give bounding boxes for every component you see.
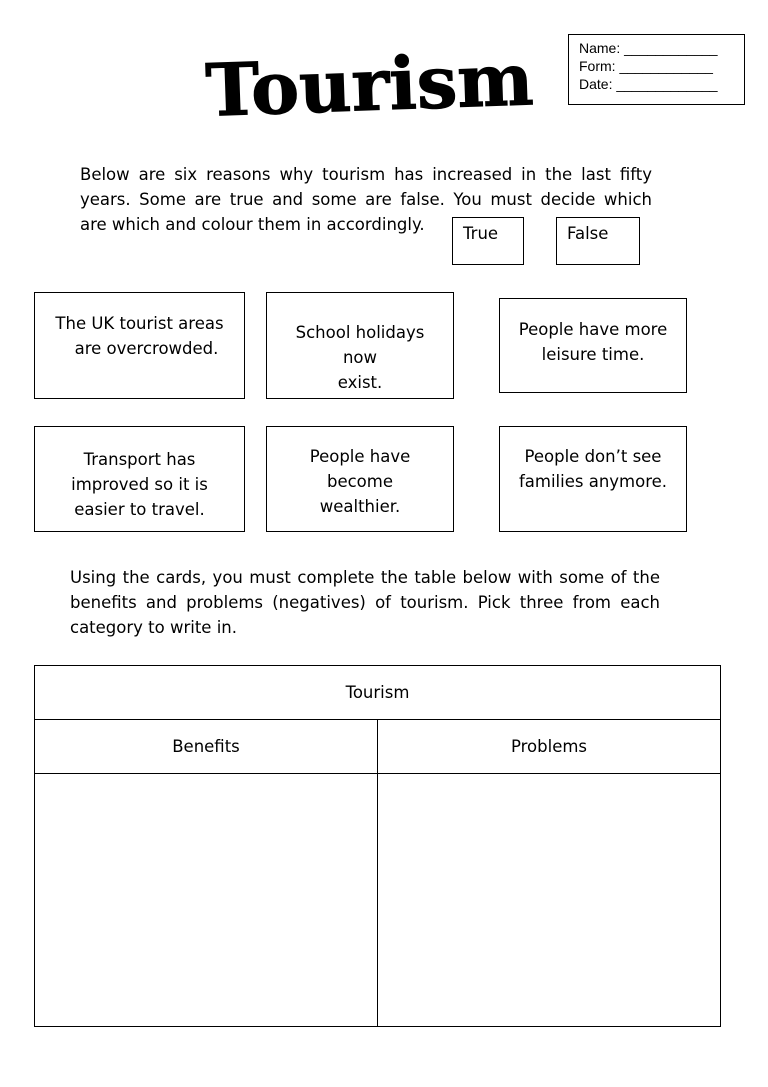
- reason-card[interactable]: [499, 426, 687, 532]
- name-field[interactable]: Name: ____________: [579, 40, 718, 56]
- card-text: easier to travel.: [74, 500, 205, 519]
- table-title: Tourism: [35, 666, 721, 720]
- student-info-box: [568, 34, 745, 105]
- false-key-box[interactable]: [556, 217, 640, 265]
- date-field[interactable]: Date: _____________: [579, 76, 718, 92]
- instructions-line: Using the cards, you must complete the table below with some of the: [70, 568, 660, 587]
- card-text: Transport has: [83, 450, 196, 469]
- true-label: True: [463, 224, 499, 243]
- card-text: People don’t see: [524, 447, 662, 466]
- card-text: People have more: [518, 320, 668, 339]
- card-text: improved so it is: [71, 475, 208, 494]
- page-title: [204, 20, 535, 150]
- true-key-box[interactable]: [452, 217, 524, 265]
- benefits-header: Benefits: [35, 720, 378, 774]
- card-text: wealthier.: [319, 497, 401, 516]
- reason-card[interactable]: [34, 426, 245, 532]
- intro-line: are which and colour them in accordingly.: [80, 215, 425, 234]
- card-text: People have become: [309, 447, 411, 491]
- instructions-line: benefits and problems (negatives) of tourism. Pick three from each: [70, 593, 660, 612]
- card-text: The UK tourist areas: [55, 314, 224, 333]
- problems-cell[interactable]: [378, 774, 721, 1027]
- card-text: School holidays now: [295, 323, 425, 367]
- instructions-paragraph: [70, 565, 660, 640]
- card-text: are overcrowded.: [74, 339, 219, 358]
- instructions-line: category to write in.: [70, 618, 237, 637]
- form-field[interactable]: Form: ____________: [579, 58, 713, 74]
- page-title-text: Tourism: [204, 36, 535, 133]
- reason-card[interactable]: [34, 292, 245, 399]
- card-text: leisure time.: [541, 345, 645, 364]
- reason-card[interactable]: [266, 426, 454, 532]
- intro-line: years. Some are true and some are false. You must decide which: [80, 190, 652, 209]
- benefits-cell[interactable]: [35, 774, 378, 1027]
- false-label: False: [567, 224, 609, 243]
- reason-card[interactable]: [499, 298, 687, 393]
- intro-line: Below are six reasons why tourism has increased in the last fifty: [80, 165, 652, 184]
- tourism-table: [34, 665, 721, 1027]
- card-text: exist.: [337, 373, 383, 392]
- reason-card[interactable]: [266, 292, 454, 399]
- card-text: families anymore.: [518, 472, 668, 491]
- problems-header: Problems: [378, 720, 721, 774]
